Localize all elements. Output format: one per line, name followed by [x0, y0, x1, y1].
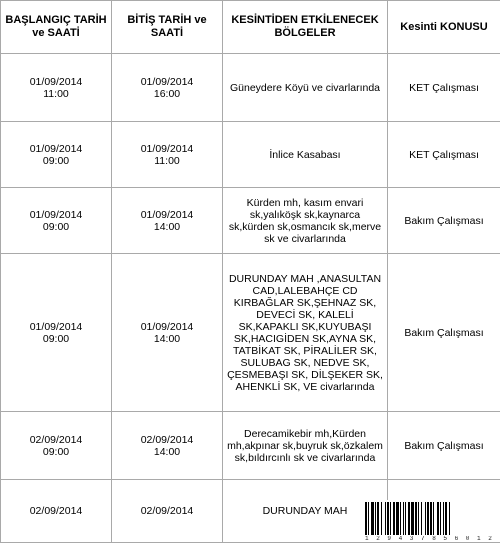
end-date: 01/09/2014	[141, 76, 194, 88]
start-cell	[1, 412, 112, 480]
start-date: 01/09/2014	[30, 209, 83, 221]
header-end: BİTİŞ TARİH ve SAATİ	[112, 1, 223, 54]
start-time: 09:00	[43, 446, 69, 458]
barcode-bars	[365, 502, 498, 535]
table-row	[1, 254, 500, 412]
end-time: 14:00	[154, 333, 180, 345]
end-cell	[112, 122, 223, 188]
start-cell	[1, 54, 112, 122]
end-date: 01/09/2014	[141, 321, 194, 333]
end-time: 14:00	[154, 221, 180, 233]
start-cell	[1, 480, 112, 543]
start-date: 02/09/2014	[30, 505, 83, 517]
table-row	[1, 54, 500, 122]
regions-cell: Kürden mh, kasım envari sk,yalıköşk sk,kaynarca sk,kürden sk,osmancık sk,merve sk ve civarlarında	[223, 188, 388, 254]
regions-cell: Derecamikebir mh,Kürden mh,akpınar sk,buyruk sk,özkalem sk,bıldırcınlı sk ve civarlarında	[223, 412, 388, 480]
topic-cell: KET Çalışması	[388, 122, 500, 188]
regions-cell: Güneydere Köyü ve civarlarında	[223, 54, 388, 122]
end-date: 02/09/2014	[141, 434, 194, 446]
end-cell	[112, 254, 223, 412]
end-cell	[112, 188, 223, 254]
end-date: 01/09/2014	[141, 143, 194, 155]
regions-cell: İnlice Kasabası	[223, 122, 388, 188]
start-cell	[1, 188, 112, 254]
end-time: 14:00	[154, 446, 180, 458]
header-row	[1, 1, 500, 54]
end-time: 11:00	[154, 155, 180, 167]
start-time: 11:00	[43, 88, 69, 100]
barcode-digits: 1 2 9 4 3 7 8 5 6 0 1 2	[365, 536, 498, 542]
start-time: 09:00	[43, 333, 69, 345]
header-start: BAŞLANGIÇ TARİH ve SAATİ	[1, 1, 112, 54]
start-time: 09:00	[43, 221, 69, 233]
header-regions: KESİNTİDEN ETKİLENECEK BÖLGELER	[223, 1, 388, 54]
end-date: 01/09/2014	[141, 209, 194, 221]
topic-cell: Bakım Çalışması	[388, 254, 500, 412]
regions-cell: DURUNDAY MAH ,ANASULTAN CAD,LALEBAHÇE CD KIRBAĞLAR SK,ŞEHNAZ SK, DEVECİ SK, KALELİ SK,KAPAKLI SK,KUYUBAŞI SK,HACIGİDEN SK,AYNA SK, TATBİKAT SK, PİRALİLER SK, SULUBAG SK, NEDVE SK, ÇESMEBAŞI SK, DİLŞEKER SK, AHENKLİ SK, VE civarlarında	[223, 254, 388, 412]
end-cell	[112, 480, 223, 543]
end-cell	[112, 54, 223, 122]
topic-cell: KET Çalışması	[388, 54, 500, 122]
start-date: 01/09/2014	[30, 321, 83, 333]
start-date: 01/09/2014	[30, 143, 83, 155]
header-topic: Kesinti KONUSU	[388, 1, 500, 54]
table-row	[1, 122, 500, 188]
topic-cell: Bakım Çalışması	[388, 188, 500, 254]
end-time: 16:00	[154, 88, 180, 100]
end-date: 02/09/2014	[141, 505, 194, 517]
table-row	[1, 412, 500, 480]
start-cell	[1, 254, 112, 412]
start-date: 01/09/2014	[30, 76, 83, 88]
barcode	[363, 500, 500, 542]
start-time: 09:00	[43, 155, 69, 167]
regions-cell: DURUNDAY MAH	[223, 480, 388, 543]
topic-cell: Bakım Çalışması	[388, 412, 500, 480]
start-cell	[1, 122, 112, 188]
end-cell	[112, 412, 223, 480]
start-date: 02/09/2014	[30, 434, 83, 446]
table-row	[1, 188, 500, 254]
